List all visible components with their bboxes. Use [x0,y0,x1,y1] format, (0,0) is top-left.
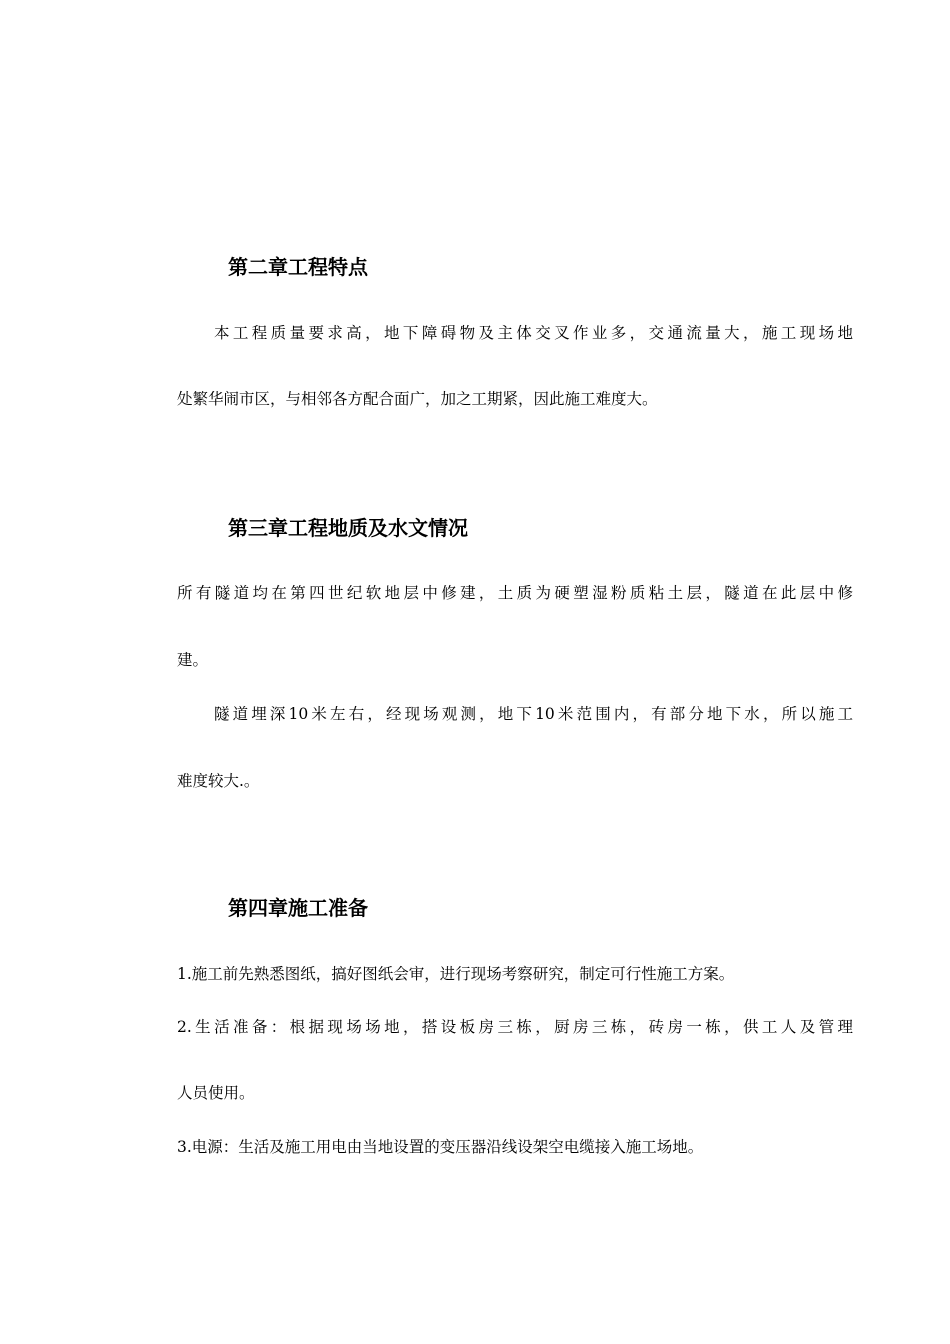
chapter-4-item-1: 1.施工前先熟悉图纸，搞好图纸会审，进行现场考察研究，制定可行性施工方案。 [177,965,735,983]
chapter-4-item-2-line-1: 2.生活准备：根据现场场地，搭设板房三栋，厨房三栋，砖房一栋，供工人及管理 [177,1018,853,1036]
chapter-4-item-3: 3.电源：生活及施工用电由当地设置的变压器沿线设架空电缆接入施工场地。 [177,1138,704,1156]
chapter-3-paragraph-2-line-1: 隧道埋深10米左右，经现场观测，地下10米范围内，有部分地下水，所以施工 [214,705,853,723]
chapter-4-item-2-line-2: 人员使用。 [177,1084,255,1102]
chapter-2-paragraph-line-2: 处繁华闹市区，与相邻各方配合面广，加之工期紧，因此施工难度大。 [177,390,658,408]
chapter-3-heading: 第三章工程地质及水文情况 [228,516,468,540]
chapter-2-paragraph-line-1: 本工程质量要求高，地下障碍物及主体交叉作业多，交通流量大，施工现场地 [214,324,853,342]
chapter-3-paragraph-1-line-1: 所有隧道均在第四世纪软地层中修建，土质为硬塑湿粉质粘土层，隧道在此层中修 [177,584,853,602]
chapter-4-heading: 第四章施工准备 [228,896,368,920]
chapter-3-paragraph-1-line-2: 建。 [177,651,209,669]
chapter-3-paragraph-2-line-2: 难度较大.。 [177,772,260,790]
chapter-2-heading: 第二章工程特点 [228,255,368,279]
